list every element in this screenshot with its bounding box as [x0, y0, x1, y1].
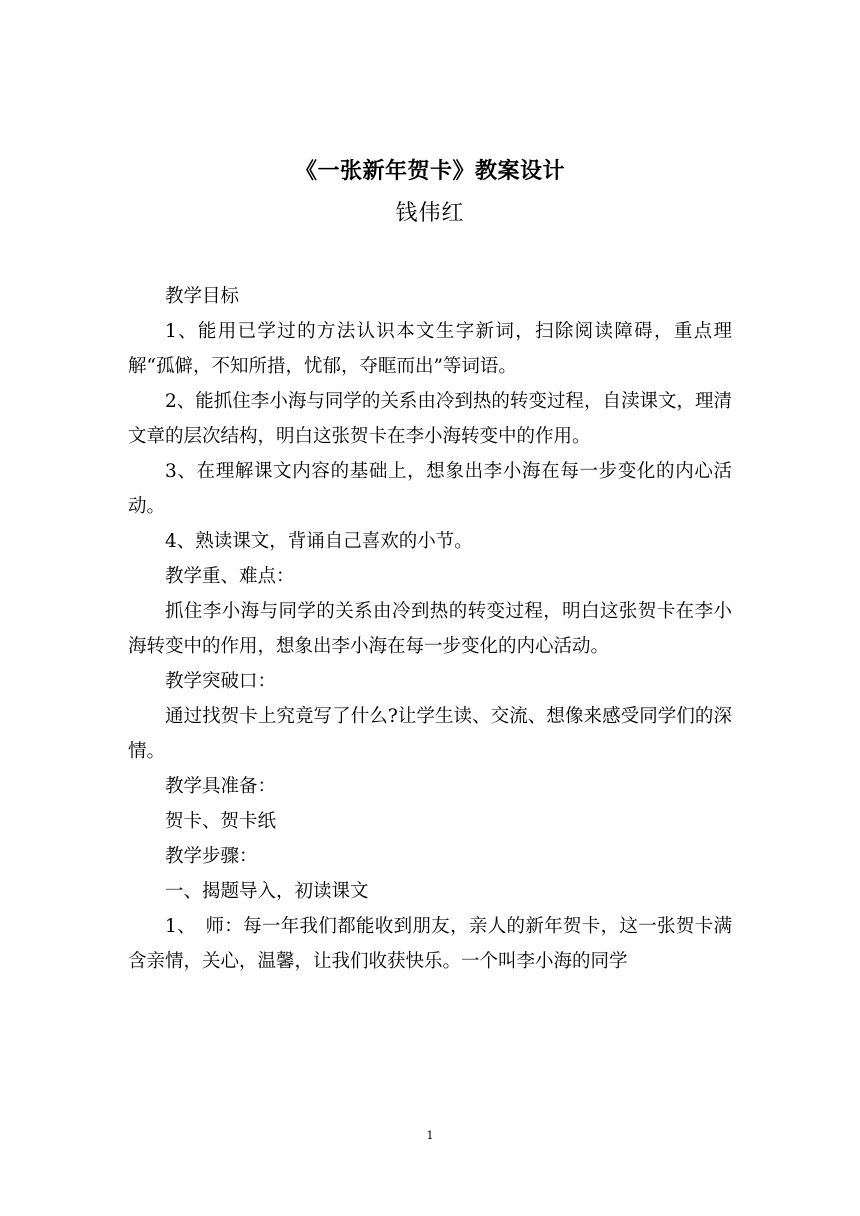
section-heading-breakthrough: 教学突破口：	[165, 671, 277, 692]
page-number: 1	[426, 1129, 434, 1142]
section-heading-key-points: 教学重、难点：	[165, 566, 295, 587]
objective-item-3: 3、在理解课文内容的基础上，想象出李小海在每一步变化的内心活动。	[128, 461, 732, 517]
materials-text: 贺卡、贺卡纸	[165, 811, 277, 832]
section-heading-materials: 教学具准备：	[165, 776, 277, 797]
document-author: 钱伟红	[395, 201, 465, 226]
document-title: 《一张新年贺卡》教案设计	[294, 159, 565, 184]
step-heading-1: 一、揭题导入，初读课文	[165, 881, 369, 902]
key-points-text: 抓住李小海与同学的关系由冷到热的转变过程，明白这张贺卡在李小海转变中的作用，想象出李小海在每一步变化的内心活动。	[128, 601, 732, 657]
objective-item-4: 4、熟读课文，背诵自己喜欢的小节。	[165, 531, 473, 552]
document-body	[128, 279, 732, 979]
objective-item-2: 2、能抓住李小海与同学的关系由冷到热的转变过程，自渎课文，理清文章的层次结构，明白这张贺卡在李小海转变中的作用。	[128, 391, 732, 447]
step-item-1: 1、 师：每一年我们都能收到朋友，亲人的新年贺卡，这一张贺卡满含亲情，关心，温馨，让我们收获快乐。一个叫李小海的同学	[128, 916, 732, 972]
section-heading-objectives: 教学目标	[165, 286, 240, 307]
breakthrough-text: 通过找贺卡上究竟写了什么?让学生读、交流、想像来感受同学们的深情。	[128, 706, 732, 762]
objective-item-1: 1、能用已学过的方法认识本文生字新词，扫除阅读障碍，重点理解“孤僻，不知所措，忧郁，夺眶而出”等词语。	[128, 321, 732, 377]
section-heading-steps: 教学步骤：	[165, 846, 258, 867]
